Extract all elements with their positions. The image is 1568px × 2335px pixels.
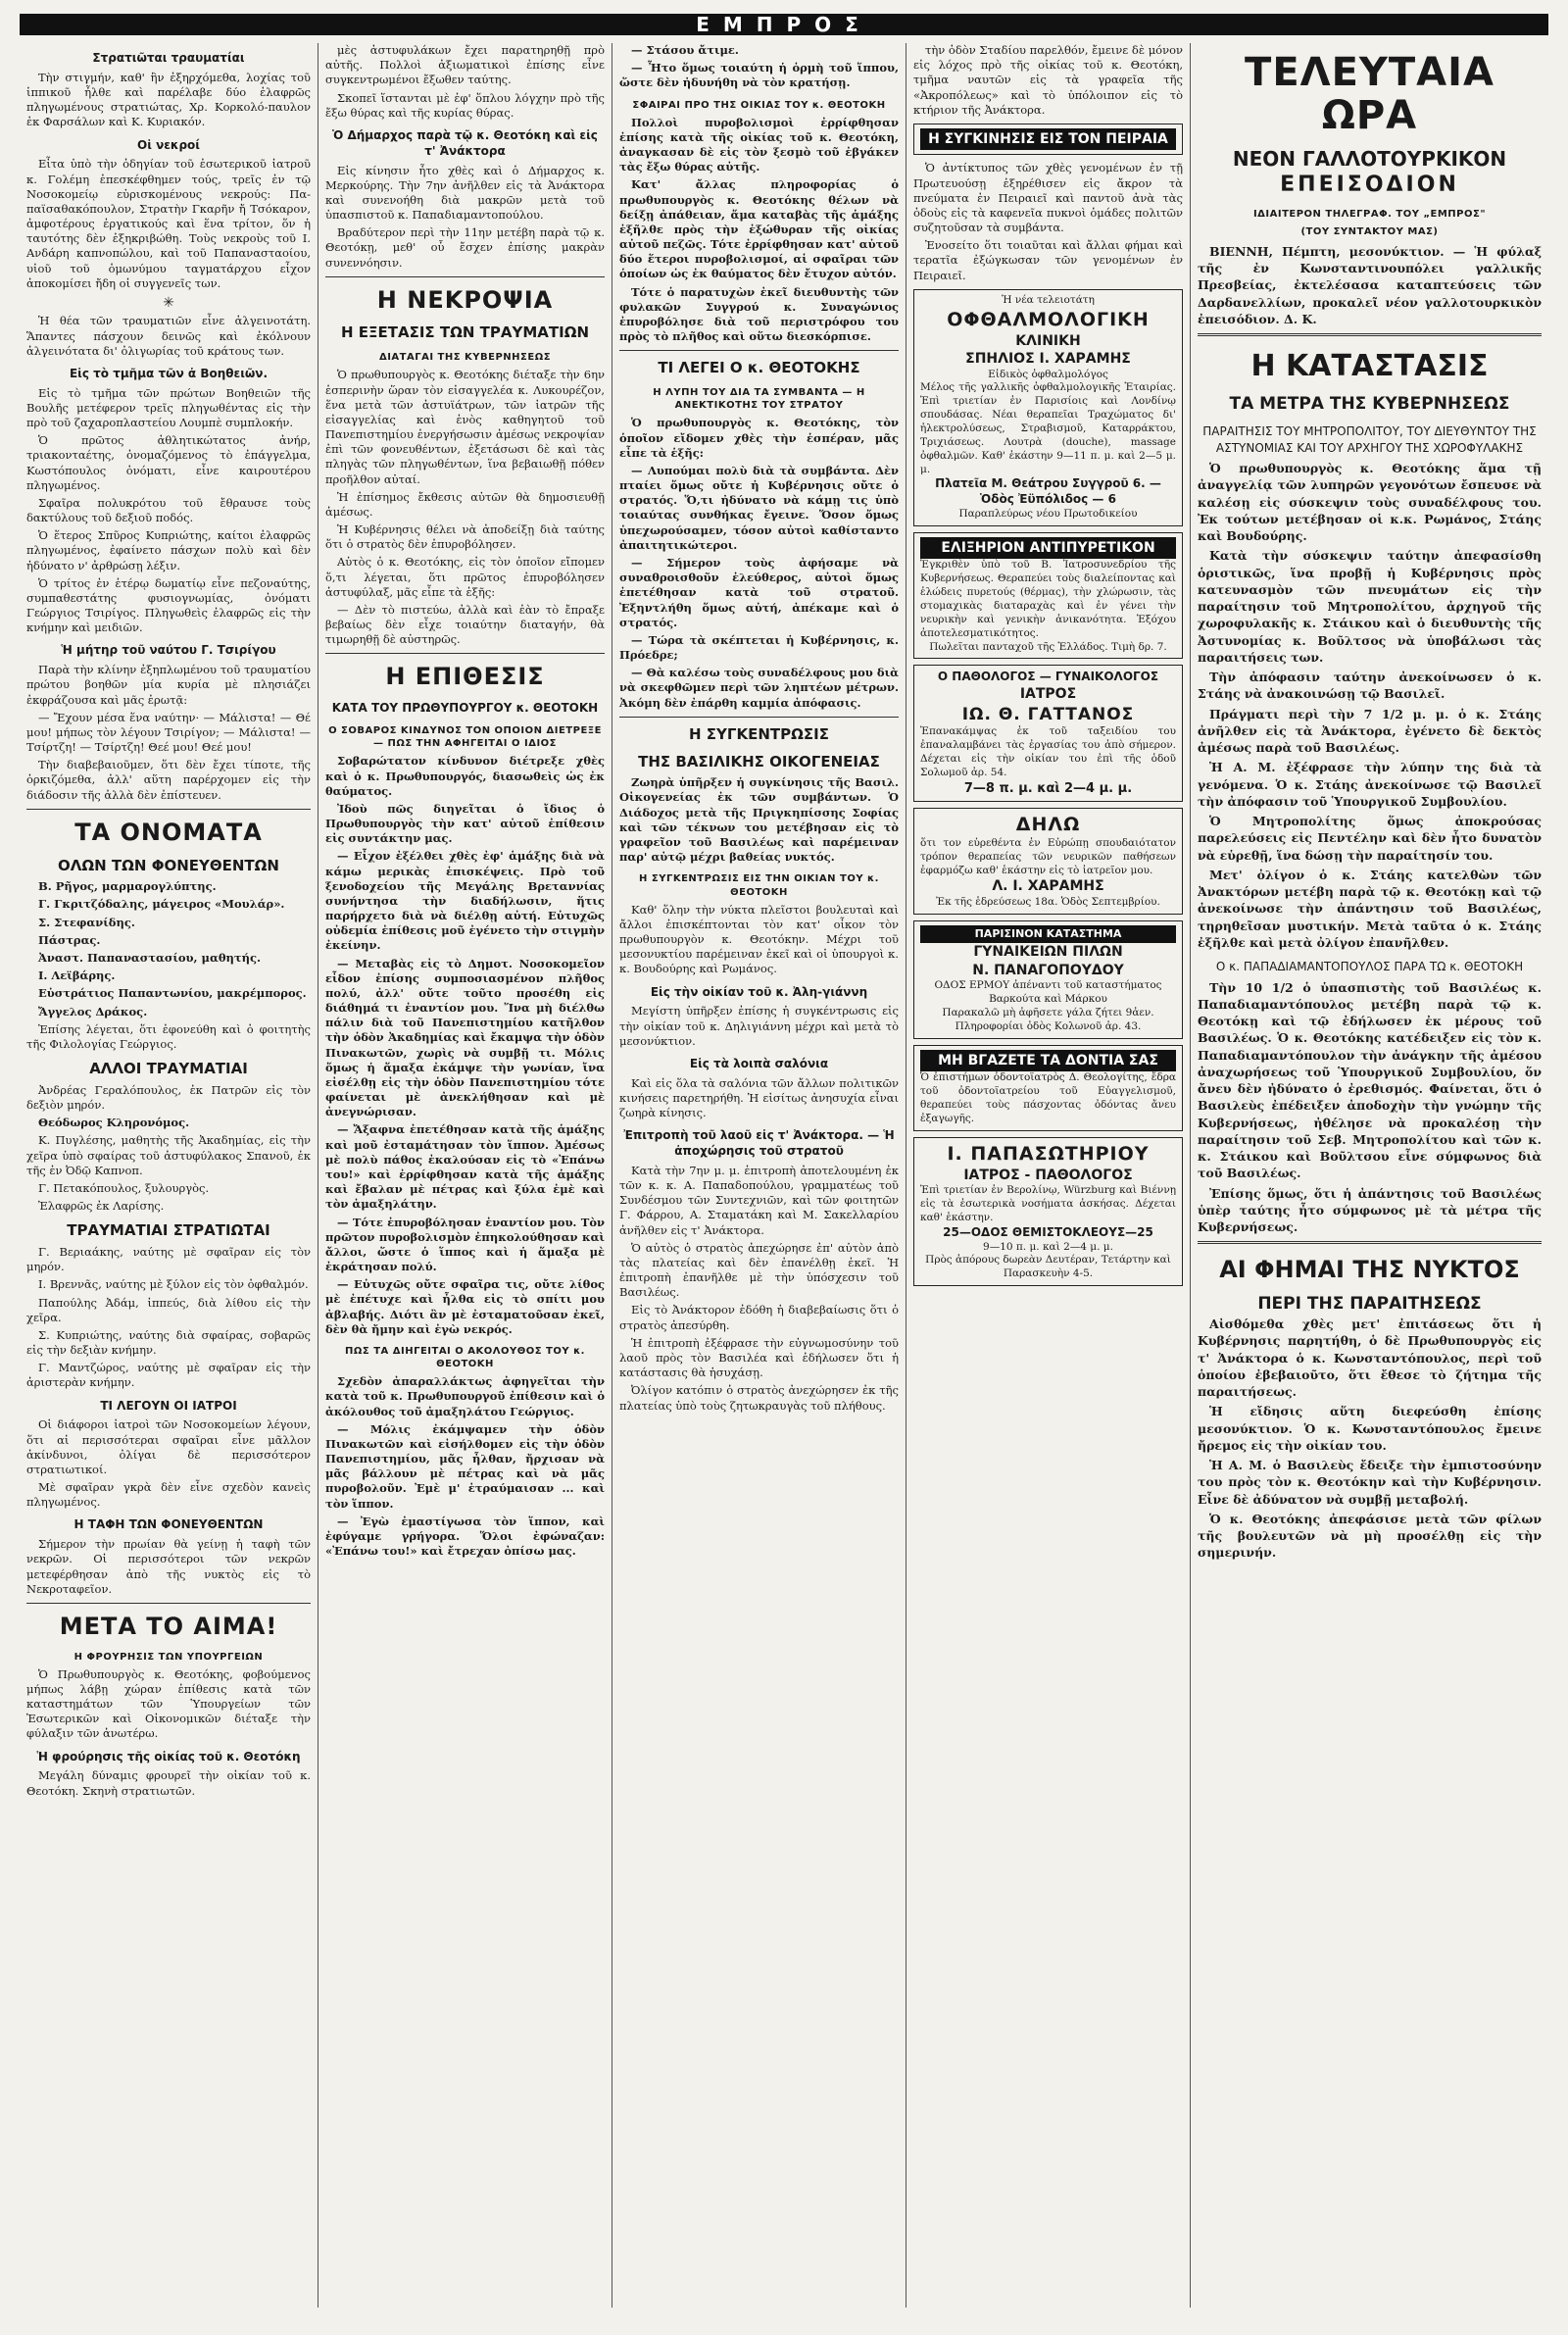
paragraph: Τὴν ἀπόφασιν ταύτην ἀνεκοίνωσεν ὁ κ. Στάης νὰ ἀνακοινώσῃ τῷ Βασιλεῖ. — [1198, 670, 1542, 702]
ad-hours: 7—8 π. μ. καὶ 2—4 μ. μ. — [963, 780, 1133, 796]
paragraph: — Δὲν τὸ πιστεύω, ἀλλὰ καὶ ἐὰν τὸ ἔπραξε βεβαίως δὲν εἶχε τοιαύτην διαταγήν, θὰ τιμωρηθῇ δὲ αὐστηρῶς. — [325, 602, 605, 647]
name-entry: Ι. Λεϊβάρης. — [38, 969, 116, 983]
paragraph: Ἡ ἐπιτροπὴ ἐξέφρασε τὴν εὐγνωμοσύνην τοῦ λαοῦ πρὸς τὸν Βασιλέα καὶ ἐδήλωσεν ὅτι ἡ κατάστασις θὰ ἡσυχάσῃ. — [619, 1335, 899, 1380]
paragraph: Σχεδὸν ἀπαραλλάκτως ἀφηγεῖται τὴν κατὰ τοῦ κ. Πρωθυπουργοῦ ἐπίθεσιν καὶ ὁ ἀκόλουθος τοῦ ἀμαξηλάτου Γεώργιος. — [325, 1374, 605, 1418]
name-entry: Σ. Στεφανίδης. — [38, 915, 135, 929]
section-heading: ΑΛΛΟΙ ΤΡΑΥΜΑΤΙΑΙ — [89, 1060, 248, 1078]
section-subheading: ΠΕΡΙ ΤΗΣ ΠΑΡΑΙΤΗΣΕΩΣ — [1257, 1293, 1482, 1314]
ad-line: Πωλεῖται πανταχοῦ τῆς Ἑλλάδος. Τιμὴ δρ. 7. — [929, 640, 1167, 653]
paragraph: Αἰσθόμεθα χθὲς μετ' ἐπιτάσεως ὅτι ἡ Κυβέρνησις παρητήθη, ὁ δὲ Πρωθυπουργὸς εἰς τ' Ἀνάκτορα ὁ κ. Κωνσταντόπουλος, περὶ τοῦ ὁποίου ἐβεβαιοῦτο, ὅτι ἔθεσε τὸ ζήτημα τῆς παραιτήσεως. — [1198, 1317, 1542, 1399]
column-4 — [906, 43, 1191, 2308]
paragraph: — Τώρα τὰ σκέπτεται ἡ Κυβέρνησις, κ. Πρόεδρε; — [619, 632, 899, 663]
ad-line: Εἰδικὸς ὀφθαλμολόγος — [988, 368, 1108, 380]
paragraph: Εἰς τὸ τμῆμα τῶν πρώτων Βοηθειῶν τῆς Βουλῆς μετέφερον τρεῖς πληγωθέντας εἰς τὴν πρὸ τοῦ ζαχαροπλαστείου Λουμπὲ συμπλοκήν. — [26, 385, 311, 430]
name-entry: Ἄγγελος Δράκος. — [38, 1004, 148, 1018]
ad-title: ΙΑΤΡΟΣ - ΠΑΘΟΛΟΓΟΣ — [963, 1167, 1133, 1183]
heading: Οἱ νεκροί — [137, 137, 200, 152]
section-subheading: ΠΑΡΑΙΤΗΣΙΣ ΤΟΥ ΜΗΤΡΟΠΟΛΙΤΟΥ, ΤΟΥ ΔΙΕΥΘΥΝΤΟΥ ΤΗΣ ΑΣΤΥΝΟΜΙΑΣ ΚΑΙ ΤΟΥ ΑΡΧΗΓΟΥ ΤΗΣ ΧΩΡΟΦΥΛΑΚΗΣ — [1202, 424, 1537, 455]
section-heading: Η ΕΠΙΘΕΣΙΣ — [385, 663, 545, 691]
paragraph: Τὴν 10 1/2 ὁ ὑπασπιστὴς τοῦ Βασιλέως κ. Παπαδιαμαντόπουλος μετέβη παρὰ τῷ κ. Θεοτόκῃ καὶ τῷ ἐδήλωσεν ἐκ μέρους τοῦ Βασιλέως. Ὁ κ. Θεοτόκης κατέδειξεν εἰς τὸν κ. Παπαδιαμαντόπουλον τὴν ἀνάγκην τῆς ἀμέσου ἀναχωρήσεως τοῦ Ὑπουργικοῦ Συμβουλίου, ὅν ἄνευ δὲν ἠδύνατο ὁ ἐρεθισμός. Φαίνεται, ὅτι ὁ Βασιλεὺς ἐπέδειξεν ἀποδοχὴν τὴν γνώμην τῆς Κυβερνήσεως, ἠθέλησε νὰ προκαλέσῃ τὴν παραίτησιν τοῦ Σεβ. Μητροπολίτου καὶ τῶν κ. κ. Στάικου καὶ Βοῦλτσου εἶνε σύμφωνος διὰ τοῦ Βασιλέως. — [1198, 979, 1542, 1181]
paragraph: — Μόλις ἐκάμψαμεν τὴν ὁδὸν Πινακωτῶν καὶ εἰσήλθομεν εἰς τὴν ὁδὸν Πανεπιστημίου, μᾶς ἦλθαν, ἤρχισαν νὰ μᾶς βάλλουν μὲ πέτρας καὶ νὰ μᾶς πυροβολοῦν. Ἐμὲ μ' ἐτραύμαισαν ... καὶ τὸν ἵππον. — [325, 1421, 605, 1511]
paragraph: Ἰδοὺ πῶς διηγεῖται ὁ ἴδιος ὁ Πρωθυπουργὸς τὴν κατ' αὐτοῦ ἐπίθεσιν εἰς συντάκτην μας. — [325, 801, 605, 846]
section-subheading: Ο κ. ΠΑΠΑΔΙΑΜΑΝΤΟΠΟΥΛΟΣ ΠΑΡΑ ΤΩ κ. ΘΕΟΤΟΚΗ — [1215, 960, 1524, 974]
section-subheading: ΤΑ ΜΕΤΡΑ ΤΗΣ ΚΥΒΕΡΝΗΣΕΩΣ — [1229, 393, 1510, 414]
heading: Ἡ φρούρησις τῆς οἰκίας τοῦ κ. Θεοτόκη — [36, 1749, 301, 1764]
name-entry: Εὐστράτιος Παπαντωνίου, μακρέμπορος. — [38, 986, 307, 1001]
name-entry: Κ. Πυγλέσης, μαθητὴς τῆς Ἀκαδημίας, εἰς τὴν χεῖρα ὑπὸ σφαίρας τοῦ ἀστυφύλακος Σπανοῦ, ἐκ τῆς ἐν Ὀδῷ Καπνοπ. — [26, 1133, 311, 1177]
ad-line: Πρὸς ἀπόρους δωρεὰν Δευτέραν, Τετάρτην καὶ Παρασκευὴν 4-5. — [925, 1254, 1171, 1280]
divider — [26, 1603, 311, 1604]
ad-title: Ο ΠΑΘΟΛΟΓΟΣ — ΓΥΝΑΙΚΟΛΟΓΟΣ — [937, 670, 1159, 684]
masthead: ΕΜΠΡΟΣ — [20, 14, 1548, 35]
paragraph: — Στάσου ἄτιμε. — [631, 43, 739, 57]
ad-title: ΚΛΙΝΙΚΗ — [1015, 332, 1081, 349]
section-heading: ΤΑ ΟΝΟΜΑΤΑ — [74, 818, 263, 846]
advertisement-doctor — [913, 665, 1183, 801]
paragraph: Πράγματι περὶ τὴν 7 1/2 μ. μ. ὁ κ. Στάης ἀνῆλθεν εἰς τὰ Ἀνάκτορα, ἐγένετο δὲ δεκτὸς ἀμέσως παρὰ τοῦ Βασιλέως. — [1198, 706, 1542, 756]
heading: ΣΦΑΙΡΑΙ ΠΡΟ ΤΗΣ ΟΙΚΙΑΣ ΤΟΥ κ. ΘΕΟΤΟΚΗ — [632, 99, 886, 111]
paragraph: Τὴν στιγμήν, καθ' ἣν ἐξηρχόμεθα, λοχίας τοῦ ἱππικοῦ ἦλθε καὶ παρέλαβε δύο ἐλαφρῶς πληγωμένους στρατιώτας, Χρ. Κορκολό-παυλον ἐκ Φαρσάλων καὶ Κ. Κυριακόν. — [26, 70, 311, 129]
section-subheading: (ΤΟΥ ΣΥΝΤΑΚΤΟΥ ΜΑΣ) — [1300, 226, 1439, 238]
paragraph: Κατὰ τὴν σύσκεψιν ταύτην ἀπεφασίσθη ὁριστικῶς, ἵνα προβῇ ἡ Κυβέρνησις πρὸς κατευνασμὸν τῶν πνευμάτων εἰς τὴν παραίτησιν τοῦ Μητροπολίτου, ἀρχηγοῦ τῆς χωροφυλακῆς κ. Στάικου καὶ ὁ διευθυντὴς τῆς Ἀστυνομίας κ. Βοῦλτσος νὰ ὑποβάλωσι τὰς παραιτήσεις των. — [1198, 548, 1542, 665]
section-subheading: ΔΙΑΤΑΓΑΙ ΤΗΣ ΚΥΒΕΡΝΗΣΕΩΣ — [378, 352, 552, 364]
ad-body: Ὁ ἐπιστήμων ὀδοντοϊατρὸς Δ. Θεολογίτης, ἔδρα τοῦ ὀδοντοϊατρείου τοῦ Εὐαγγελισμοῦ, θεραπεύει τοὺς πάσχοντας ὀδόντας ἄνευ ἐξαγωγῆς. — [920, 1071, 1176, 1124]
divider — [1198, 1241, 1542, 1244]
separator-star: ✳ — [163, 294, 174, 311]
section-heading: ΑΙ ΦΗΜΑΙ ΤΗΣ ΝΥΚΤΟΣ — [1219, 1256, 1520, 1284]
paragraph: Ἡ Α. Μ. ἐξέφρασε τὴν λύπην της διὰ τὰ γενόμενα. Ὁ κ. Στάης ἀνεκοίνωσε τῷ Βασιλεῖ τὴν ἀπόφασιν τοῦ Ὑπουργικοῦ Συμβουλίου. — [1198, 760, 1542, 809]
paragraph: — Ἦτο ὅμως τοιαύτη ἡ ὁρμὴ τοῦ ἵππου, ὥστε δὲν ἠδυνήθη νὰ τὸν κρατήσῃ. — [619, 61, 899, 90]
section-subheading: ΠΩΣ ΤΑ ΔΙΗΓΕΙΤΑΙ Ο ΑΚΟΛΟΥΘΟΣ ΤΟΥ κ. ΘΕΟΤΟΚΗ — [345, 1345, 585, 1370]
ad-title: ΜΗ ΒΓΑΖΕΤΕ ΤΑ ΔΟΝΤΙΑ ΣΑΣ — [920, 1050, 1176, 1071]
paragraph: Ὁ ἕτερος Σπῦρος Κυπριώτης, καίτοι ἐλαφρῶς πληγωμένος, ἐφαίνετο πάσχων πολὺ καὶ δὲν ἠδύνατο ν' ἀρθρώσῃ λέξιν. — [26, 528, 311, 572]
ad-title: ΣΠΗΛΙΟΣ Ι. ΧΑΡΑΜΗΣ — [965, 351, 1131, 368]
ad-body: ὅτι τον εὑρεθέντα ἐν Εὐρώπῃ σπουδαιότατον τρόπον θεραπείας τῶν νευρικῶν παθήσεων ἐφαρμόζω καθ' ἑκάστην εἰς τὸ ἰατρεῖον μου. — [920, 836, 1176, 876]
name-entry: Ἀνδρέας Γεραλόπουλος, ἐκ Πατρῶν εἰς τὸν δεξιὸν μηρόν. — [26, 1082, 311, 1112]
paragraph: Ἡ θέα τῶν τραυματιῶν εἶνε ἀλγεινοτάτη. Ἅπαντες πάσχουν δεινῶς καὶ ἐκόλνουν ἀλγεινότατα δι' ὀλιγωρίας τοῦ κράτους των. — [26, 314, 311, 358]
name-entry: Ι. Βρεννᾶς, ναύτης μὲ ξύλον εἰς τὸν ὀφθαλμόν. — [38, 1277, 309, 1292]
heading: Η ΣΥΓΚΙΝΗΣΙΣ ΕΙΣ ΤΟΝ ΠΕΙΡΑΙΑ — [920, 128, 1176, 150]
newspaper-page — [20, 14, 1548, 2308]
section-heading: ΤΡΑΥΜΑΤΙΑΙ ΣΤΡΑΤΙΩΤΑΙ — [67, 1221, 270, 1240]
ad-body: Μέλος τῆς γαλλικῆς ὀφθαλμολογικῆς Ἑταιρίας. Ἐπὶ τριετίαν ἐν Παρισίοις καὶ Λονδίνῳ σπουδάσας. Νέαι θεραπεῖαι Τραχώματος δι' ἠλεκτρολύσεως, Στραβισμοῦ, Καταρράκτου, Τριχιάσεως. Λουτρὰ (douche), massage ὀφθαλμῶν. Καθ' ἑκάστην 9—11 π. μ. καὶ 2—5 μ. μ. — [920, 381, 1176, 475]
advertisement-elixir — [913, 532, 1183, 659]
ad-title: ΟΦΘΑΛΜΟΛΟΓΙΚΗ — [947, 308, 1150, 330]
paragraph: Ὁ αὐτὸς ὁ στρατὸς ἀπεχώρησε ἐπ' αὐτὸν ἀπὸ τὰς πλατείας καὶ δὲν ἐπανέλθῃ ἐκεῖ. Ἡ ἐπιτροπὴ ἐπανῆλθε μὲ τὴν ὑπόσχεσιν τοῦ Βασιλέως. — [619, 1240, 899, 1300]
section-subheading: Η ΦΡΟΥΡΗΣΙΣ ΤΩΝ ΥΠΟΥΡΓΕΙΩΝ — [74, 1651, 264, 1663]
ad-title: Ν. ΠΑΝΑΓΟΠΟΥΔΟΥ — [972, 962, 1124, 978]
paragraph: Τότε ὁ παρατυχὼν ἐκεῖ διευθυντὴς τῶν φυλακῶν Συγγρού κ. Συναγώνιος ἐπυροβόλησε διὰ τοῦ περιστρόφου του πρὸς τὸ πλῆθος καὶ οὕτω διεσκόρπισε. — [619, 284, 899, 344]
ad-hours: 9—10 π. μ. καὶ 2—4 μ. μ. — [983, 1240, 1113, 1253]
name-entry: Σ. Κυπριώτης, ναύτης διὰ σφαίρας, σοβαρῶς εἰς τὴν δεξιὰν κνήμην. — [26, 1327, 311, 1358]
paragraph: Ὀλίγον κατόπιν ὁ στρατὸς ἀνεχώρησεν ἐκ τῆς πλατείας ὑπὸ τοὺς ζητωκραυγὰς τοῦ πλήθους. — [619, 1383, 899, 1413]
section-subheading: Ο ΣΟΒΑΡΟΣ ΚΙΝΔΥΝΟΣ ΤΟΝ ΟΠΟΙΟΝ ΔΙΕΤΡΕΞΕ — ΠΩΣ ΤΗΝ ΑΦΗΓΕΙΤΑΙ Ο ΙΔΙΟΣ — [328, 724, 602, 750]
name-entry: Ἐλαφρῶς ἐκ Λαρίσης. — [38, 1199, 165, 1214]
last-hour-heading: ΤΕΛΕΥΤΑΙΑ ΩΡΑ — [1245, 50, 1494, 138]
divider — [619, 717, 899, 718]
section-subheading: Η ΛΥΠΗ ΤΟΥ ΔΙΑ ΤΑ ΣΥΜΒΑΝΤΑ — Η ΑΝΕΚΤΙΚΟΤΗΣ ΤΟΥ ΣΤΡΑΤΟΥ — [653, 387, 865, 412]
paragraph: Ὁ τρίτος ἐν ἑτέρῳ δωματίῳ εἶνε πεζοναύτης, συμπαθεστάτης φυσιογνωμίας, ὀνόματι Γεώργιος Τσιρίγος. Πληγωθεὶς ἐλαφρῶς εἰς τὴν κνήμην καὶ μειδιῶν. — [26, 575, 311, 635]
section-subheading: Η ΣΥΓΚΕΝΤΡΩΣΙΣ ΕΙΣ ΤΗΝ ΟΙΚΙΑΝ ΤΟΥ κ. ΘΕΟΤΟΚΗ — [639, 873, 879, 898]
ad-title: ΙΑΤΡΟΣ — [1019, 686, 1077, 703]
divider — [619, 350, 899, 351]
paragraph: Ἡ ἐπίσημος ἔκθεσις αὐτῶν θὰ δημοσιευθῇ ἀμέσως. — [325, 489, 605, 519]
ad-title: Ι. ΠΑΠΑΣΩΤΗΡΙΟΥ — [947, 1142, 1150, 1165]
paragraph: Μεγάλη δύναμις φρουρεῖ τὴν οἰκίαν τοῦ κ. Θεοτόκη. Σκηνὴ στρατιωτῶν. — [26, 1768, 311, 1798]
section-heading: Η ΣΥΓΚΕΝΤΡΩΣΙΣ — [689, 724, 829, 743]
paragraph: — Εἶχον ἐξέλθει χθὲς ἐφ' ἁμάξης διὰ νὰ κάμω μερικὰς ἐπισκέψεις. Πρὸ τοῦ ξενοδοχείου τῆς Μεγάλης Βρεταννίας συνήντησα τὴν διαδήλωσιν, ἥτις παρήρχετο διὰ νὰ διέλθῃ αὐτή. Εὐτυχῶς οὐδεμία ἐπίθεσις μοῦ ἐγένετο τὴν στιγμὴν ἐκείνην. — [325, 849, 605, 953]
advertisement-ophthalmology — [913, 289, 1183, 526]
divider — [1198, 333, 1542, 336]
paragraph: Ὁ ἀντίκτυπος τῶν χθὲς γενομένων ἐν τῇ Πρωτευούσῃ ἐξηρέθισεν εἰς ἄκρον τὰ πνεύματα ἐν Πειραιεῖ καὶ παντοῦ ἀνὰ τὰς ὁδοὺς εἰς τὰ καφενεῖα πυκνοὶ ὁμάδες πολιτῶν συζητοῦσαν τὰ συμβάντα. — [913, 161, 1183, 235]
section-heading: ΜΕΤΑ ΤΟ ΑΙΜΑ! — [59, 1612, 278, 1640]
paragraph: Καθ' ὅλην τὴν νύκτα πλεῖστοι βουλευταὶ καὶ ἄλλοι ἐπισκέπτονται τὸν κατ' οἶκον τὸν πρωθυπουργὸν κ. Θεοτόκην. Μέχρι τοῦ μεσονυκτίου παρέμειναν ἐκεῖ καὶ οἱ ὑπουργοὶ κ. κ. Βουδούρης καὶ Ρωμάνος. — [619, 902, 899, 976]
ad-address: Πλατεῖα Μ. Θεάτρου Συγγροῦ 6. — Ὁδὸς Ἐϋπόλιδος — 6 — [935, 476, 1161, 507]
ad-line: Ἐκ τῆς ἑδρεύσεως 18α. Ὁδὸς Σεπτεμβρίου. — [936, 895, 1160, 908]
section-subheading: ΤΗΣ ΒΑΣΙΛΙΚΗΣ ΟΙΚΟΓΕΝΕΙΑΣ — [638, 752, 880, 770]
paragraph: — Μεταβὰς εἰς τὸ Δημοτ. Νοσοκομεῖον εἶδον ἐπίσης συμποσιασμένον πλῆθος πολύ, ἀλλ' οὔτε τοῦτο προσέθη εἰς διάθημά τι ἐναντίον μου. Ἵνα μὴ διέλθω πάλιν διὰ τοῦ Πανεπιστημίου κατῆλθον τὴν ὁδὸν Ἀκαδημίας καὶ ἔκαμψα τὴν ὁδὸν Πινακωτῶν, χωρὶς νὰ συμβῇ τι. Μόλις ὅμως ἡ ἅμαξα ἐκάμψε τὴν γωνίαν, ἴνα εἰσέλθῃ εἰς τὴν ὁδὸν Πανεπιστημίου τότε φαίνεται μὲ ἀνεκλήθησαν καὶ μὲ ἀνεγνώρισαν. — [325, 956, 605, 1119]
advertisement-dentist — [913, 1045, 1183, 1131]
heading: Ὁ Δήμαρχος παρὰ τῷ κ. Θεοτόκη καὶ εἰς τ' Ἀνάκτορα — [332, 127, 598, 158]
paragraph: Κατὰ τὴν 7ην μ. μ. ἐπιτροπὴ ἀποτελουμένη ἐκ τῶν κ. κ. Α. Παπαδοπούλου, γραμματέως τοῦ Συνδέσμου τῶν Συντεχνιῶν, καὶ τῶν φοιτητῶν Γ. Φάρρου, Α. Σταματάκη καὶ Μ. Σακελλαρίου ἀνῆλθεν εἰς τ' Ἀνάκτορα. — [619, 1163, 899, 1237]
ad-title: ΠΑΡΙΣΙΝΟΝ ΚΑΤΑΣΤΗΜΑ — [920, 925, 1176, 944]
ad-line: Παραπλεύρως νέου Πρωτοδικείου — [958, 508, 1138, 521]
paragraph: Ἡ Α. Μ. ὁ Βασιλεὺς ἔδειξε τὴν ἐμπιστοσύνην του πρὸς τὸν κ. Θεοτόκην καὶ τὴν Κυβέρνησιν. Εἶνε δὲ ἀδύνατον νὰ συμβῇ μεταβολή. — [1198, 1458, 1542, 1507]
paragraph: Μετ' ὀλίγον ὁ κ. Στάης κατελθὼν τῶν Ἀνακτόρων μετέβη παρὰ τῷ κ. Θεοτόκῃ καὶ τῷ ἀνεκοίνωσε τὴν ἀπάντησιν τοῦ Βασιλέως, τηρηθεῖσαν μυστικήν. Μετὰ ταῦτα ὁ κ. Στάης ἐξῆλθε καὶ μετὰ ὀλίγον ἐπανῆλθεν. — [1198, 867, 1542, 950]
paragraph: Ἡ Κυβέρνησις θέλει νὰ ἀποδείξῃ διὰ ταύτης ὅτι ὁ στρατὸς δὲν ἐπυροβόλησεν. — [325, 522, 605, 552]
name-entry: Θεόδωρος Κληρονόμος. — [38, 1116, 190, 1130]
ad-body: Ἐπὶ τριετίαν ἐν Βερολίνῳ, Würzburg καὶ Βιέννῃ εἰς τὰ ἐσωτερικὰ νοσήματα ἀσκήσας. Δέχεται καθ' ἑκάστην. — [920, 1184, 1176, 1223]
paragraph: Ὁ Πρωθυπουργὸς κ. Θεοτόκης, φοβούμενος μήπως λάβῃ χώραν ἐπίθεσις κατὰ τῶν καταστημάτων τῶν Ὑπουργείων τῶν Ἐσωτερικῶν καὶ Οἰκονομικῶν διέταξε τὴν φύλαξιν τῶν ἀνωτέρω. — [26, 1666, 311, 1741]
section-heading: ΤΙ ΛΕΓΕΙ Ο κ. ΘΕΟΤΟΚΗΣ — [658, 359, 860, 377]
name-entry: Πάστρας. — [38, 932, 101, 947]
divider — [26, 809, 311, 810]
name-entry: Γ. Βεριαάκης, ναύτης μὲ σφαῖραν εἰς τὸν μηρόν. — [26, 1244, 311, 1274]
paragraph: Ἐπίσης λέγεται, ὅτι ἐφονεύθη καὶ ὁ φοιτητὴς τῆς Φιλολογίας Γεώργιος. — [26, 1021, 311, 1051]
heading: Εἰς τὸ τμῆμα τῶν ἀ Βοηθειῶν. — [69, 366, 269, 380]
paragraph: Ὁ πρωθυπουργὸς κ. Θεοτόκης ἅμα τῇ ἀναγγελίᾳ τῶν λυπηρῶν γεγονότων ἔσπευσε νὰ καλέσῃ εἰς σύσκεψιν τοὺς συναδέλφους του. Ἐκ τούτων μετέβησαν οἱ κ.κ. Ρωμάνος, Στάης καὶ Βουδούρης. — [1198, 461, 1542, 544]
paragraph: — Εὐτυχῶς οὔτε σφαῖρα τις, οὔτε λίθος μὲ ἐπέτυχε καὶ ἦλθα εἰς τὸ σπίτι μου ἀβλαβής. Διότι ἂν μὲ ἐσταματοῦσαν ἐκεῖ, δὲν θὰ ἤμην καὶ ἐγὼ νεκρός. — [325, 1277, 605, 1336]
paragraph: — Θὰ καλέσω τοὺς συναδέλφους μου διὰ νὰ σκεφθῶμεν περὶ τῶν ληπτέων μέτρων. Ἀκόμη δὲν ἐπάρθη καμμία ἀπόφασις. — [619, 666, 899, 710]
section-subheading: Η ΕΞΕΤΑΣΙΣ ΤΩΝ ΤΡΑΥΜΑΤΙΩΝ — [341, 323, 589, 342]
advertisement-notice — [913, 808, 1183, 915]
paragraph: ΒΙΕΝΝΗ, Πέμπτη, μεσονύκτιον. — Ἡ φύλαξ τῆς ἐν Κωνσταντινουπόλει γαλλικῆς Πρεσβείας, ἐκτελέσασα καταπτεύσεις τῶν Δαρδανελλίων, προκαλεῖ νέον γαλλοτουρκικὸν ἐπεισόδιον. Δ. Κ. — [1198, 243, 1542, 326]
name-entry: Ἀναστ. Παπαναστασίου, μαθητής. — [38, 950, 261, 965]
name-entry: Γ. Γκριτζόδαλης, μάγειρος «Μουλάρ». — [38, 897, 285, 912]
paragraph: — Ἄξαφνα ἐπετέθησαν κατὰ τῆς ἁμάξης καὶ μοῦ ἐσταμάτησαν τὸν ἵππον. Ἀμέσως μὲ πολὺ πάθος ἐκαλούσαν εἰς τὸ «Ἐπάνω του!» καὶ ἐρρίφθησαν κατὰ τῆς ἁμάξης καὶ ἔβαλαν μὲ πέτρας καὶ ξύλα ἐμὲ καὶ τὸν ἀμαξηλάτην. — [325, 1122, 605, 1212]
heading: Εἰς τὰ λοιπὰ σαλόνια — [689, 1056, 829, 1070]
heading: Στρατιῶται τραυματίαι — [92, 51, 245, 65]
paragraph: Κατ' ἄλλας πληροφορίας ὁ πρωθυπουργὸς κ. Θεοτόκης θέλων νὰ δείξῃ ἀπάθειαν, ἅμα καταβὰς τῆς ἁμάξης ἐξῆλθε πρὸς τὴν ἐξώθυραν τῆς οἰκίας αὐτοῦ πεζῶς. Τότε ἐρρίφθησαν κατ' αὐτοῦ δύο ἕτεροι πυροβολισμοί, αἱ σφαῖραι τῶν ὁποίων ὡς ἐκ θαύματος δὲν ἔτυχον αὐτόν. — [619, 177, 899, 281]
heading: Ἡ μήτηρ τοῦ ναύτου Γ. Τσιρίγου — [61, 643, 276, 658]
ad-title: ΓΥΝΑΙΚΕΙΩΝ ΠΙΛΩΝ — [973, 944, 1123, 961]
paragraph: Ὁ κ. Θεοτόκης ἀπεφάσισε μετὰ τῶν φίλων τῆς βουλευτῶν νὰ μὴ προσέλθῃ εἰς τὴν σημερινήν. — [1198, 1511, 1542, 1561]
section-heading: ΤΙ ΛΕΓΟΥΝ ΟΙ ΙΑΤΡΟΙ — [100, 1398, 237, 1413]
ad-body: Ἐπανακάμψας ἐκ τοῦ ταξειδίου του ἐπαναλαμβάνει τὰς ἐργασίας του ἀπὸ σήμερον. Δέχεται εἰς τὴν οἰκίαν του ἐπὶ τῆς ὁδοῦ Σολωμοῦ ἀρ. 54. — [920, 725, 1176, 778]
name-entry: Γ. Μαντζώρος, ναύτης μὲ σφαῖραν εἰς τὴν ἀριστερὰν κνήμην. — [26, 1361, 311, 1390]
news-box — [913, 124, 1183, 155]
paragraph: Μὲ σφαῖραν γκρὰ δὲν εἶνε σχεδὸν κανεὶς πληγωμένος. — [26, 1480, 311, 1510]
paragraph: τὴν ὁδὸν Σταδίου παρελθόν, ἔμεινε δὲ μόνον εἰς λόχος πρὸ τῆς οἰκίας τοῦ κ. Θεοτόκη, τμῆμα ναυτῶν εἰς τὰ γραφεῖα τῆς «Ἀκροπόλεως» καὶ τὸ ὑπόλοιπον εἰς τὸ κτήριον τῆς Ἀνάκτορα. — [913, 43, 1183, 117]
paragraph: μὲς ἀστυφυλάκων ἔχει παρατηρηθῇ πρὸ αὐτῆς. Πολλοὶ ἀξιωματικοὶ ἐπίσης εἶνε συγκεντρωμένοι ἔξωθεν ταύτης. — [325, 43, 605, 87]
heading: Εἰς τὴν οἰκίαν τοῦ κ. Ἀλη-γιάννη — [650, 984, 868, 999]
column-1 — [20, 43, 318, 2308]
divider — [325, 276, 605, 277]
section-subheading: ΚΑΤΑ ΤΟΥ ΠΡΩΘΥΠΟΥΡΓΟΥ κ. ΘΕΟΤΟΚΗ — [331, 701, 599, 716]
paragraph: Σφαῖρα πολυκρότου τοῦ ἔθραυσε τοὺς δακτύλους τοῦ δεξιοῦ ποδός. — [26, 495, 311, 525]
paragraph: Ἐνοσείτο ὅτι τοιαῦται καὶ ἄλλαι φήμαι καὶ τερατῖα ἐξώγκωσαν τῶν γενομένων ἐν Πειραιεῖ. — [913, 238, 1183, 282]
name-entry: Γ. Πετακόπουλος, ξυλουργὸς. — [38, 1180, 210, 1195]
ad-line: Ἡ νέα τελειοτάτη — [1002, 293, 1095, 306]
paragraph: Αὐτὸς ὁ κ. Θεοτόκης, εἰς τὸν ὁποῖον εἴπομεν ὅ,τι λέγεται, ὅτι πρῶτος ἐπυροβόλησεν ἀστυφύλαξ, μᾶς εἶπε τὰ ἑξῆς: — [325, 555, 605, 599]
ad-title: Λ. Ι. ΧΑΡΑΜΗΣ — [992, 878, 1104, 895]
paragraph: Βραδύτερον περὶ τὴν 11ην μετέβη παρὰ τῷ κ. Θεοτόκῃ, μεθ' οὗ ἔσχεν ἐπίσης μακρὰν συνεννόησιν. — [325, 225, 605, 270]
paragraph: Παρὰ τὴν κλίνην ἐξηπλωμένου τοῦ τραυματίου πρώτου βοηθῶν μία κυρία μὲ πλησιάζει ἐκφράζουσα καὶ μᾶς ἐρωτᾷ: — [26, 663, 311, 707]
paragraph: — Σήμερον τοὺς ἀφήσαμε νὰ συναθροισθοῦν ἐλεύθερος, αὐτοὶ ὅμως ἐπετέθησαν κατὰ τοῦ στρατοῦ. Ἐξηντλήθη ὅμως αὐτή, ἀπέκαμε καὶ ὁ στρατός. — [619, 556, 899, 629]
heading: Ἐπιτροπὴ τοῦ λαοῦ εἰς τ' Ἀνάκτορα. — Ἡ ἀποχώρησις τοῦ στρατοῦ — [623, 1128, 895, 1159]
paragraph: Ἡ εἴδησις αὕτη διεφεύσθη ἐπίσης μεσονύκτιον. Ὁ κ. Κωνσταντόπουλος ἔμεινε ἤρεμος εἰς τὴν οἰκίαν του. — [1198, 1404, 1542, 1453]
paragraph: — Τότε ἐπυροβόλησαν ἐναντίον μου. Τὸν πρῶτον πυροβολισμὸν ἐπηκολούθησαν καὶ ἄλλοι, ὥστε ὁ ἵππος καὶ ἡ ἅμαξα μὲ ἐκράτησαν πολύ. — [325, 1215, 605, 1274]
columns — [20, 43, 1548, 2308]
section-heading: Η ΚΑΤΑΣΤΑΣΙΣ — [1250, 349, 1489, 384]
paragraph: Ὁ πρῶτος ἀθλητικώτατος ἀνήρ, τριακονταέτης, ὀνομαζόμενος τὸ ἐπάγγελμα, Κωστόπουλος ὀνόματι, εἶνε καιρουτέρου πληγωμένος. — [26, 433, 311, 492]
section-heading: Η ΤΑΦΗ ΤΩΝ ΦΟΝΕΥΘΕΝΤΩΝ — [74, 1517, 264, 1532]
column-5 — [1191, 43, 1548, 2308]
ad-title: ΔΗΛΩ — [1015, 813, 1081, 835]
paragraph: — Ἐγὼ ἐμαστίγωσα τὸν ἵππον, καὶ ἐφύγαμε γρήγορα. Ὅλοι ἐφώναζαν: «Ἐπάνω του!» καὶ ἔτρεχαν ὀπίσω μας. — [325, 1514, 605, 1559]
paragraph: Ὁ πρωθυπουργὸς κ. Θεοτόκης, τὸν ὁποῖον εἴδομεν χθὲς τὴν ἑσπέραν, μᾶς εἶπε τὰ ἑξῆς: — [619, 416, 899, 460]
ad-body: Ἐγκριθὲν ὑπὸ τοῦ Β. Ἰατροσυνεδρίου τῆς Κυβερνήσεως. Θεραπεύει τοὺς διαλείποντας καὶ ἐλώδεις πυρετούς (θέρμας), τὴν χλώρωσιν, τὰς στομαχικὰς διαταραχὰς καὶ ἐν γένει τὴν νευρικὴν καὶ γενικὴν ἀνικανότητα. Ἐξόχου ἀποτελεσματικότητος. — [920, 559, 1176, 639]
ad-title: ΙΩ. Θ. ΓΑΤΤΑΝΟΣ — [961, 704, 1135, 724]
column-2 — [318, 43, 612, 2308]
paragraph: Ὁ Μητροπολίτης ὅμως ἀποκρούσας παρελεύσεις εἰς Πεντέλην καὶ δὲν ἦτο δυνατὸν νὰ εὑρεθῇ, ἵνα δώσῃ τὴν παραίτησίν του. — [1198, 814, 1542, 863]
ad-title: ΕΛΙΞΗΡΙΟΝ ΑΝΤΙΠΥΡΕΤΙΚΟΝ — [920, 537, 1176, 559]
paragraph: Εἰς τὸ Ἀνάκτορον ἐδόθη ἡ διαβεβαίωσις ὅτι ὁ στρατὸς ἀπεσύρθη. — [619, 1303, 899, 1332]
advertisement-physician — [913, 1137, 1183, 1287]
section-subheading: ΙΔΙΑΙΤΕΡΟΝ ΤΗΛΕΓΡΑΦ. ΤΟΥ „ΕΜΠΡΟΣ" — [1252, 209, 1487, 221]
paragraph: Οἱ διάφοροι ἰατροὶ τῶν Νοσοκομείων λέγουν, ὅτι αἱ περισσότεραι σφαῖραι εἶνε μᾶλλον ἀκίνδυνοι, ὀλίγαι δὲ περισσότερον στρατιωτικοί. — [26, 1417, 311, 1476]
paragraph: Τὴν διαβεβαιοῦμεν, ὅτι δὲν ἔχει τίποτε, τῆς ὁρκιζόμεθα, ἀλλ' αὕτη παρέρχομεν εἰς τὴν διάδοσιν τῆς ἀλλὰ δὲν ἐπίστευεν. — [26, 758, 311, 802]
paragraph: Ἐπίσης ὅμως, ὅτι ἡ ἀπάντησις τοῦ Βασιλέως ὑπὲρ ταύτης ἦτο σύμφωνος μὲ τὰ μέτρα τῆς Κυβερνήσεως. — [1198, 1185, 1542, 1235]
paragraph: Ζωηρὰ ὑπῆρξεν ἡ συγκίνησις τῆς Βασιλ. Οἰκογενείας ἐκ τῶν συμβάντων. Ὁ Διάδοχος μετὰ τῆς Πριγκηπίσσης Σοφίας καὶ τῶν τέκνων του μετέβησαν εἰς τὸ γραφεῖον τοῦ Βασιλέως καὶ παρέμειναν παρ' αὐτῷ μέχρι βαθείας νυκτός. — [619, 775, 899, 865]
paragraph: Ὁ πρωθυπουργὸς κ. Θεοτόκης διέταξε τὴν 6ην ἑσπερινὴν ὥραν τὸν εἰσαγγελέα κ. Λυκουρέζον, ἕνα μετὰ τῶν ἀστυϊάτρων, τῶν ἰατρῶν τῆς εἰσαγγελίας καὶ ἑνὸς καθηγητοῦ τοῦ Πανεπιστημίου ἐνεργήσωσιν ἀμέσως νεκροψίαν ἐπὶ τῶν φονευθέντων, ἐξετάσωσι δὲ καὶ τὰς πληγὰς τῶν πληγωθέντων, ἵνα βεβαιωθῇ πόθεν προῆλθον αὐταί. — [325, 368, 605, 486]
ad-line: ΟΔΟΣ ΕΡΜΟΥ ἀπέναντι τοῦ καταστήματος Βαρκούτα καὶ Μάρκου — [934, 979, 1162, 1006]
column-3 — [612, 43, 906, 2308]
section-heading: ΝΕΟΝ ΓΑΛΛΟΤΟΥΡΚΙΚΟΝ — [1232, 147, 1507, 171]
paragraph: Μεγίστη ὑπῆρξεν ἐπίσης ἡ συγκέντρωσις εἰς τὴν οἰκίαν τοῦ κ. Δηλιγιάννη μέχρι καὶ μετὰ τὸ μεσονύκτιον. — [619, 1004, 899, 1048]
paragraph: — Λυπούμαι πολὺ διὰ τὰ συμβάντα. Δὲν πταίει ὅμως οὔτε ἡ Κυβέρνησις οὔτε ὁ στρατός. Ὅ,τι ἠδύνατο νὰ κάμῃ τις ὑπὸ τοιαύτας συνθήκας ἔγεινε. Ὅσον ὅμως ὑπεχωρούσαμεν, τόσον αὐτοὶ καθίσταντο ἀπαιτητικώτεροι. — [619, 463, 899, 552]
advertisement-hats — [913, 920, 1183, 1039]
divider — [325, 653, 605, 654]
ad-body: Παρακαλῶ μὴ ἀφῆσετε γάλα ζήτει 9ἀεν. Πληροφορίαι ὁδὸς Κολωνοῦ ἀρ. 43. — [942, 1006, 1154, 1032]
paragraph: Σήμερον τὴν πρωίαν θὰ γείνῃ ἡ ταφὴ τῶν νεκρῶν. Οἱ περισσότεροι τῶν νεκρῶν μετεφέρθησαν ἀπὸ τῆς νυκτὸς εἰς τὸ Νεκροταφεῖον. — [26, 1537, 311, 1596]
section-heading: ΕΠΕΙΣΟΔΙΟΝ — [1280, 173, 1459, 197]
paragraph: Σκοπεῖ ἵστανται μὲ ἐφ' ὅπλου λόγχην πρὸ τῆς ἔξω θύρας καὶ τῆς κυρίας θύρας. — [325, 90, 605, 120]
section-heading: Η ΝΕΚΡΟΨΙΑ — [376, 285, 554, 314]
paragraph: Εἶτα ὑπὸ τὴν ὁδηγίαν τοῦ ἐσωτερικοῦ ἰατροῦ κ. Γολέμη ἐπεσκέφθημεν τούς, τρεῖς ἐν τῷ Νοσοκομείῳ εὑρισκομένους νεκρούς: Πα-παϊσαθακόπουλον, Στρατὴν Γκαρῆν ἤ Τσόκαρον, ἀμφοτέρους ἐργατικούς καὶ ἕνα τρίτον, ὅν ἡ ταυτότης δὲν ἐξηκριβώθη. Τοὺς νεκροὺς τοῦ Ι. Ανδάρη καπνοπώλου, καὶ τοῦ Παπανασταοίου, υἱοῦ τοῦ ὁμωνύμου ταγματάρχου εἶχον ἀποκομίσει ἤδη οἱ συγγενεῖς των. — [26, 157, 311, 290]
paragraph: Σοβαρώτατον κίνδυνον διέτρεξε χθὲς καὶ ὁ κ. Πρωθυπουργός, διασωθεὶς ὡς ἐκ θαύματος. — [325, 754, 605, 798]
paragraph: Εἰς κίνησιν ἦτο χθὲς καὶ ὁ Δήμαρχος κ. Μερκούρης. Τὴν 7ην ἀνῆλθεν εἰς τὰ Ἀνάκτορα καὶ συνενοήθη διὰ μακρῶν μετὰ τοῦ ὑπασπιστοῦ κ. Παπαδιαμαντοπούλου. — [325, 163, 605, 223]
name-entry: Β. Ρῆγος, μαρμαρογλύπτης. — [38, 879, 217, 894]
name-entry: Παπούλης Ἀδάμ, ἱππεύς, διὰ λίθου εἰς τὴν χεῖρα. — [26, 1295, 311, 1324]
paragraph: Πολλοὶ πυροβολισμοὶ ἐρρίφθησαν ἐπίσης κατὰ τῆς οἰκίας τοῦ κ. Θεοτόκη, ἀναγκασαν δὲ εἰς τὸν ξεσμὸ τοῦ ἐβγάκεν τὰς ἔξω θύρας αὐτῆς. — [619, 115, 899, 174]
paragraph: Καὶ εἰς ὅλα τὰ σαλόνια τῶν ἄλλων πολιτικῶν κινήσεις παρετηρήθη. Ἡ εἰσίτως ἀνησυχία εἶναι ζωηρὰ κίνησις. — [619, 1075, 899, 1120]
ad-address: 25—ΟΔΟΣ ΘΕΜΙΣΤΟΚΛΕΟΥΣ—25 — [943, 1224, 1153, 1239]
section-subheading: ΟΛΩΝ ΤΩΝ ΦΟΝΕΥΘΕΝΤΩΝ — [58, 856, 279, 874]
paragraph: — Ἔχουν μέσα ἕνα ναύτην· — Μάλιστα! — Θέ μου! μήπως τὸν λέγουν Τσιρίγον; — Μάλιστα! — Τσίρτζη! — Τσίρτζη! Θεέ μου! Θεέ μου! — [26, 710, 311, 755]
